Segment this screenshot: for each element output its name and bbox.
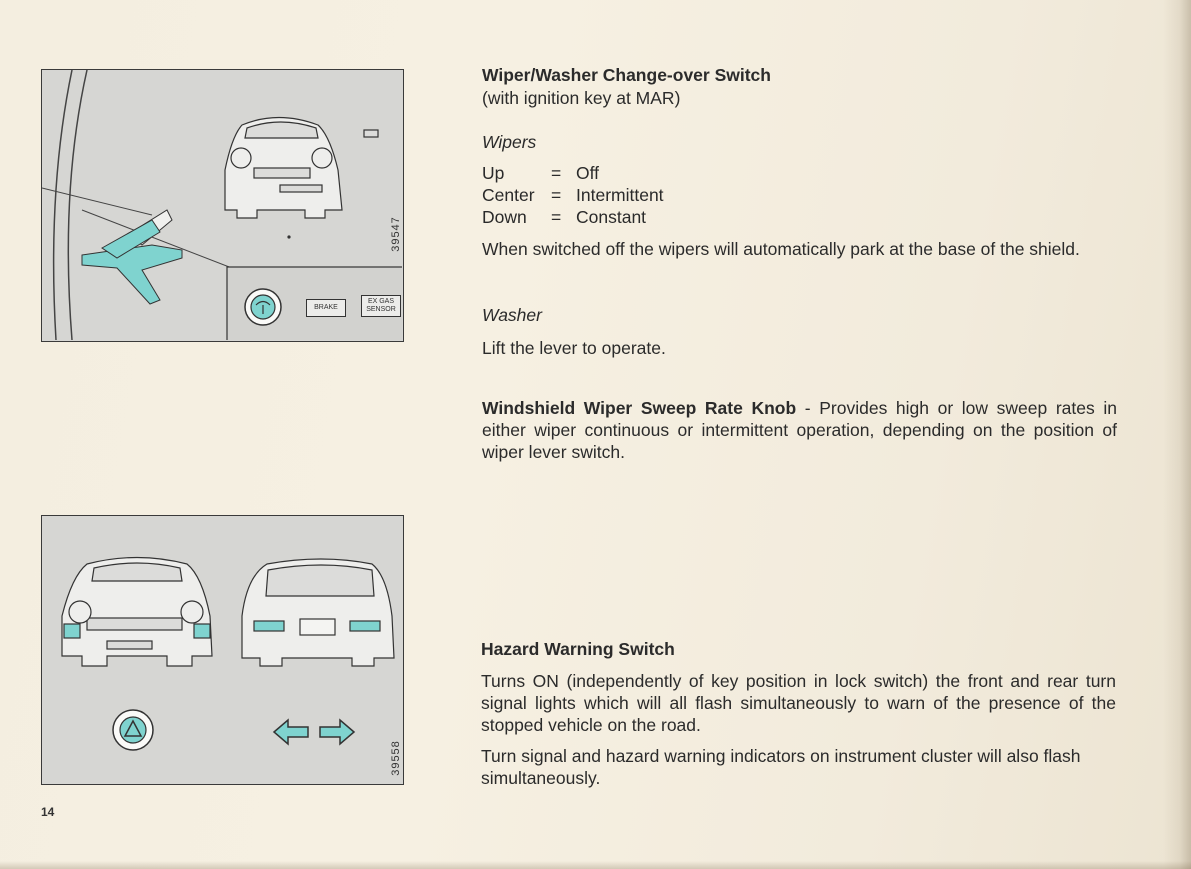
wiper-washer-subheading: (with ignition key at MAR) (482, 88, 681, 108)
hazard-paragraph-1: Turns ON (independently of key position in lock switch) the front and rear turn signal lights which will all flash simultaneously to warn of the presence of the stopped vehicle on the road. (481, 671, 1116, 735)
page-bottom-shadow (0, 861, 1191, 869)
figure-wiper-lever (41, 69, 404, 342)
position-name: Up (482, 163, 505, 183)
hazard-switch-illustration (42, 516, 402, 783)
figure-hazard-switch (41, 515, 404, 785)
park-note: When switched off the wipers will automatically park at the base of the shield. (482, 239, 1080, 259)
position-equals: = (551, 185, 562, 205)
wiper-washer-heading: Wiper/Washer Change-over Switch (482, 65, 771, 85)
sensor-label-line-1: EX GAS (367, 298, 395, 305)
position-state: Intermittent (576, 185, 664, 205)
position-name: Down (482, 207, 527, 227)
position-equals: = (551, 163, 562, 183)
sweep-knob-heading: Windshield Wiper Sweep Rate Knob (482, 398, 797, 418)
position-name: Center (482, 185, 535, 205)
sweep-knob-text: Provides high or low sweep rates in either wiper continuous or intermittent operation, depending on the position of wiper lever switch. (482, 398, 1117, 462)
page-number: 14 (41, 805, 55, 819)
wipers-title: Wipers (482, 132, 537, 152)
figure-number: 39547 (389, 216, 402, 252)
washer-title: Washer (482, 305, 542, 325)
sweep-knob-separator: - (804, 398, 811, 418)
position-equals: = (551, 207, 562, 227)
page-edge-shadow (1163, 0, 1191, 869)
hazard-paragraph-2: Turn signal and hazard warning indicators on instrument cluster will also flash simultaneously. (481, 746, 1081, 788)
washer-text: Lift the lever to operate. (482, 338, 666, 358)
position-state: Off (576, 163, 600, 183)
position-state: Constant (576, 207, 647, 227)
hazard-heading: Hazard Warning Switch (481, 639, 675, 659)
sensor-label-line-2: SENSOR (366, 306, 396, 313)
brake-indicator-label: BRAKE (306, 299, 346, 317)
wiper-lever-illustration (42, 70, 402, 340)
figure-number: 39558 (389, 740, 402, 776)
exhaust-gas-sensor-label (361, 295, 401, 317)
sweep-knob-paragraph (482, 397, 1117, 463)
